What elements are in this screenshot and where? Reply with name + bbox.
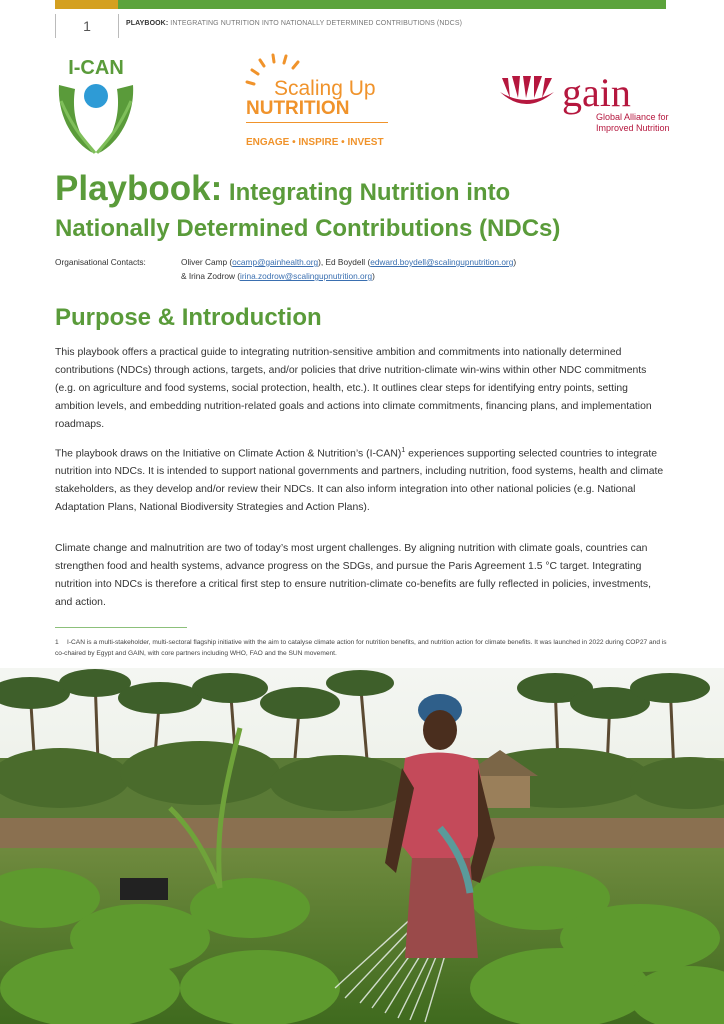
running-header-text: INTEGRATING NUTRITION INTO NATIONALLY DETERMINED CONTRIBUTIONS (NDCS) [168,20,463,27]
paragraph-2-start: The playbook draws on the Initiative on Climate Action & Nutrition’s (I-CAN) [55,448,402,460]
gain-logo-line1: Global Alliance for [596,112,669,122]
paragraph-3: Climate change and malnutrition are two of today’s most urgent challenges. By aligning nutrition with climate goals, countries can strengthen food and health systems, advance progress on the SDGs, and pursue the Paris Agreement 1.5 °C target. Integrating nutrition into NDCs is therefore a critical first step to ensure nutrition-climate co-benefits are fully reflected in policies, investments, and action. [55,543,651,608]
email-link-2[interactable]: edward.boydell@scalingupnutrition.org [370,257,514,267]
paragraph-1: This playbook offers a practical guide to integrating nutrition-sensitive ambition and commitments into nationally determined contributions (NDCs) through actions, targets, and/or policies that drive nutrition-climate win-wins within other NDC commitments (e.g. on agriculture and food systems, social protection, health, etc.). It outlines clear steps for identifying entry points, setting ambition levels, and embedding nutrition-related goals and actions into climate commitments, financing plans, and implementation roadmaps. [55,347,652,430]
email-link-3[interactable]: irina.zodrow@scalingupnutrition.org [240,271,373,281]
page-number: 1 [55,14,119,38]
running-header-bold: PLAYBOOK: [126,20,169,27]
cover-photo-woman-watering-crops [0,668,724,1024]
title-playbook: Playbook: [55,169,223,208]
contact-name-2: ), Ed Boydell ( [318,257,371,267]
paragraph-2 [55,442,667,517]
running-header [126,20,462,27]
ican-logo-text: I-CAN [68,57,124,79]
email-link-1[interactable]: ocamp@gainhealth.org [232,257,319,267]
contacts-label: Organisational Contacts: [55,257,146,267]
footnote-ref[interactable]: 1 [401,447,406,454]
sun-logo-line2: NUTRITION [246,98,350,119]
footnote-number: 1 [55,639,59,646]
footnote [55,637,671,659]
top-accent-bar-gold [55,0,118,9]
page-title [55,169,695,246]
top-accent-bar-green [118,0,666,9]
gain-logo [496,68,672,136]
sun-logo-tagline: ENGAGE • INSPIRE • INVEST [246,137,384,148]
paragraph-2-end: experiences supporting selected countries to integrate nutrition into NDCs. It is intended to support national governments and partners, including nutrition, food systems, health and climate stakeholders, as they develop and/or review their NDCs. It can also inform integration into other national policies (e.g. National Adaptation Plans, National Biodiversity Strategies and Action Plans). [55,448,664,514]
sun-logo [244,52,394,152]
gain-logo-name: gain [562,70,631,115]
title-line1: Integrating Nutrition into [222,179,511,206]
footnote-divider [55,627,187,628]
section-heading: Purpose & Introduction [55,304,322,331]
ican-logo [55,55,137,155]
contact-name-3: & Irina Zodrow ( [181,271,241,281]
gain-logo-line2: Improved Nutrition [596,123,670,133]
footnote-text: I-CAN is a multi-stakeholder, multi-sectoral flagship initiative with the aim to catalyse climate action for nutrition benefits, and nutrition action for climate benefits. It was launched in 2022 during COP27 and is co-chaired by Egypt and GAIN, with core partners including WHO, FAO and the SUN movement. [55,639,667,657]
sun-logo-line1: Scaling Up [274,77,376,100]
title-line2: Nationally Determined Contributions (NDCs) [55,215,561,242]
contact-name-1: Oliver Camp ( [181,257,233,267]
contact-end-2: ) [513,257,517,267]
contact-end-3: ) [372,271,375,281]
organisational-contacts [55,255,516,283]
